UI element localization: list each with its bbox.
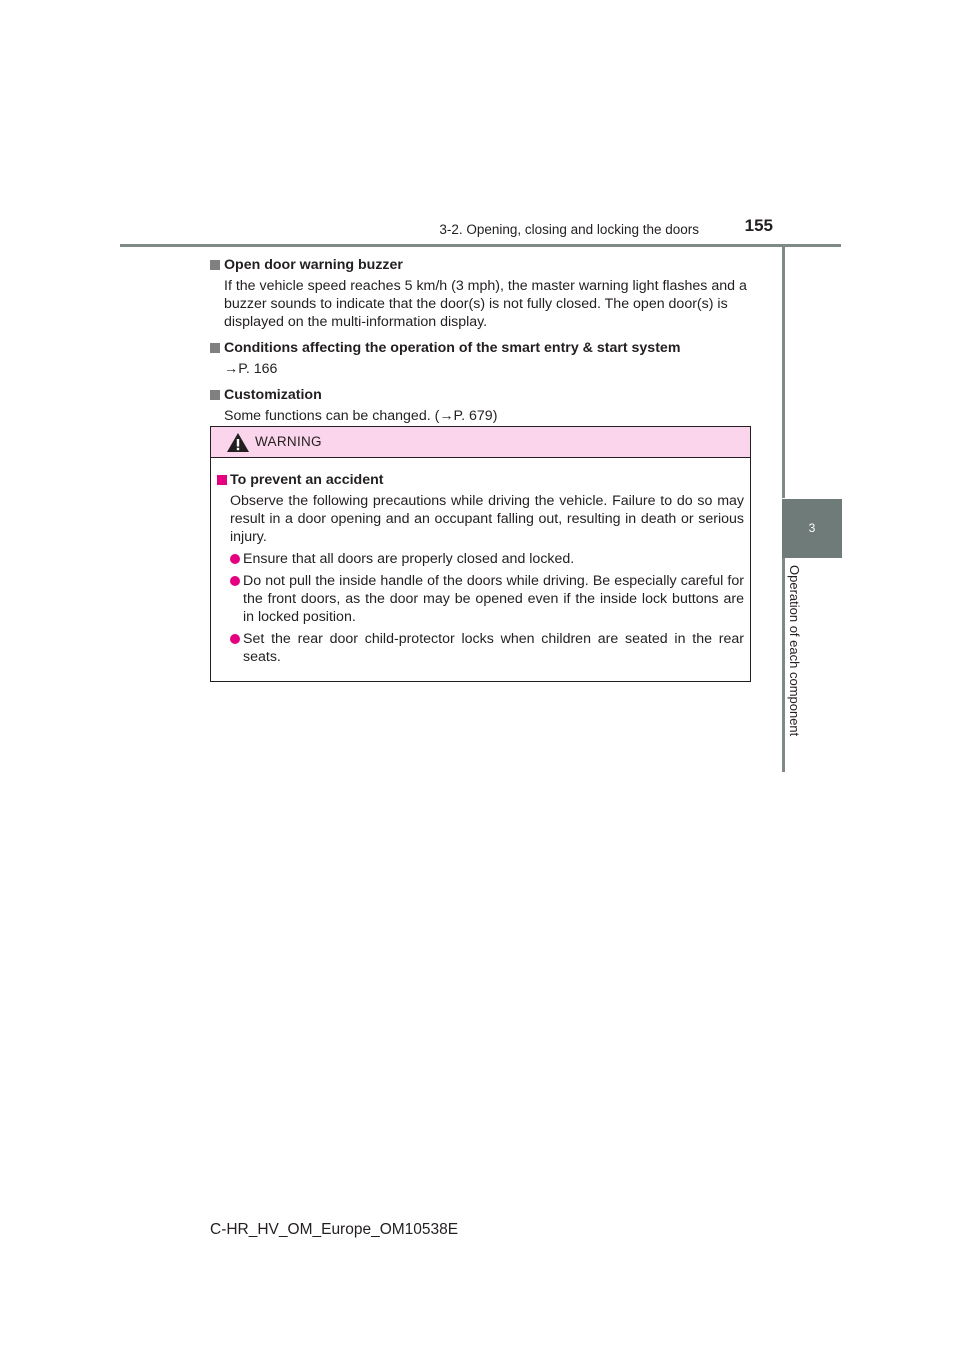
chapter-label — [786, 565, 806, 765]
header-rule — [120, 244, 841, 247]
warning-header — [211, 427, 750, 458]
square-bullet-icon — [217, 475, 227, 485]
warning-label: WARNING — [255, 434, 322, 449]
section-customization — [210, 386, 750, 425]
chapter-title: Operation of each component — [787, 565, 802, 737]
warning-triangle-icon — [226, 432, 250, 453]
circle-bullet-icon — [230, 634, 240, 644]
page-reference-link[interactable]: →P. 166 — [224, 361, 278, 377]
document-code: C-HR_HV_OM_Europe_OM10538E — [210, 1221, 459, 1238]
chapter-tab — [782, 499, 842, 558]
section-conditions — [210, 339, 750, 378]
section-title: 3-2. Opening, closing and locking the doors — [439, 222, 699, 237]
circle-bullet-icon — [230, 554, 240, 564]
square-bullet-icon — [210, 390, 220, 400]
square-bullet-icon — [210, 260, 220, 270]
warning-bullet: Ensure that all doors are properly closed and locked. — [217, 550, 744, 568]
section-heading: Conditions affecting the operation of the smart entry & start system — [210, 339, 750, 357]
square-bullet-icon — [210, 343, 220, 353]
chapter-number: 3 — [808, 521, 816, 535]
warning-title: To prevent an accident — [217, 471, 744, 489]
side-rail-top — [782, 246, 785, 498]
section-heading: Open door warning buzzer — [210, 256, 750, 274]
warning-box — [210, 426, 751, 682]
side-rail-bottom — [782, 558, 785, 772]
main-content — [210, 256, 750, 433]
warning-bullet: Do not pull the inside handle of the doors while driving. Be especially careful for the front doors, as the door may be opened even if the inside lock buttons are in locked position. — [217, 572, 744, 626]
section-open-door-buzzer — [210, 256, 750, 331]
warning-body — [211, 458, 750, 666]
warning-intro: Observe the following precautions while driving the vehicle. Failure to do so may result in a door opening and an occupant falling out, resulting in death or serious injury. — [230, 493, 744, 545]
warning-bullet: Set the rear door child-protector locks when children are seated in the rear seats. — [217, 630, 744, 666]
section-heading: Customization — [210, 386, 750, 404]
section-text: If the vehicle speed reaches 5 km/h (3 mph), the master warning light flashes and a buzzer sounds to indicate that the door(s) is not fully closed. The open door(s) is displayed on the multi-information display. — [224, 278, 747, 330]
circle-bullet-icon — [230, 576, 240, 586]
page-number: 155 — [744, 216, 773, 235]
section-text: Some functions can be changed. (→P. 679) — [224, 408, 498, 424]
page-header — [120, 214, 841, 248]
